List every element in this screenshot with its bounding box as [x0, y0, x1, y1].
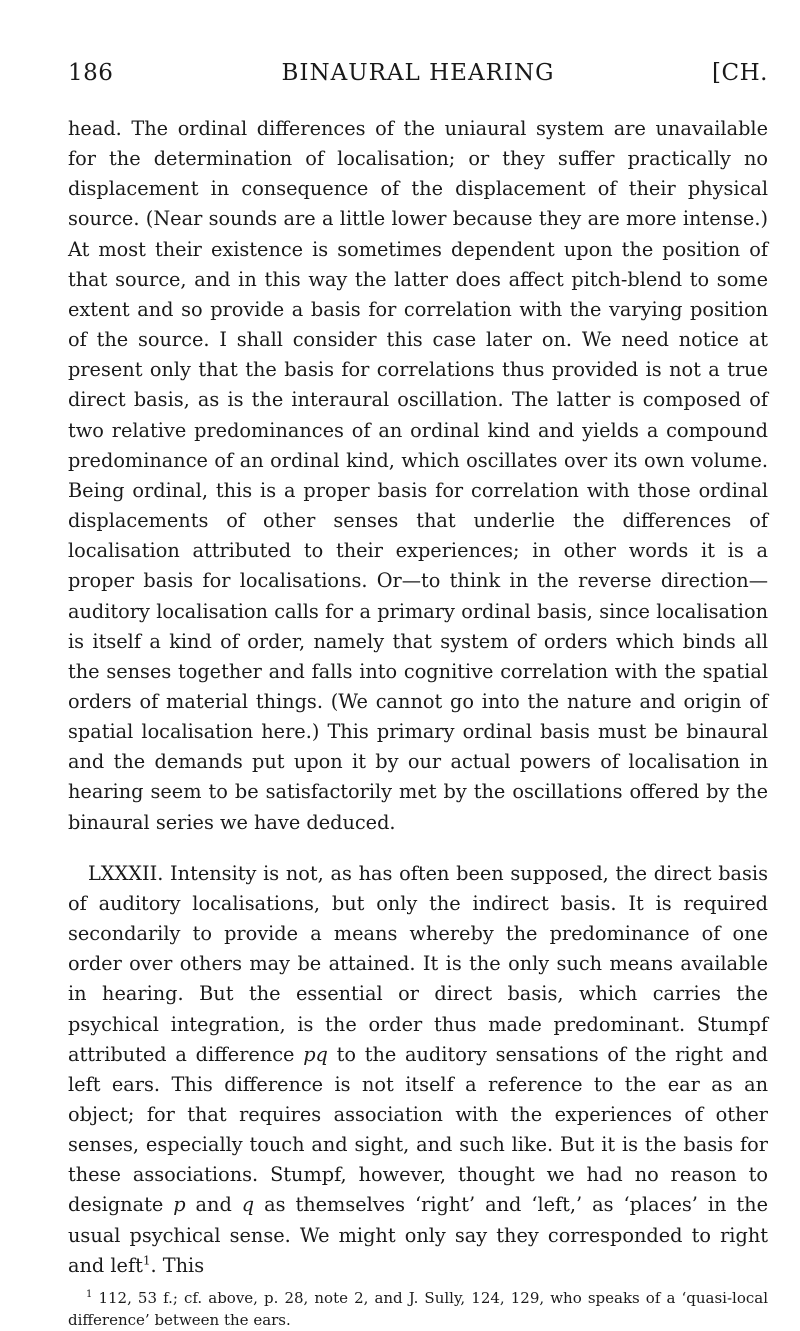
- paragraph-2: [68, 859, 768, 1281]
- paragraph-1: head. The ordinal differences of the uniaural system are unavailable for the determination of localisation; or they suffer practically no displacement in consequence of the displacement of their physical source. (Near sounds are a little lower because they are more intense.) At most their existence is sometimes dependent upon the position of that source, and in this way the latter does affect pitch-blend to some extent and so provide a basis for correlation with the varying position of the source. I shall consider this case later on. We need notice at present only that the basis for correlations thus provided is not a true direct basis, as is the interaural oscillation. The latter is composed of two relative predominances of an ordinal kind and yields a compound predominance of an ordinal kind, which oscillates over its own volume. Being ordinal, this is a proper basis for correlation with those ordinal displacements of other senses that underlie the differences of localisation attributed to their experiences; in other words it is a proper basis for localisations. Or—to think in the reverse direction—auditory localisation calls for a primary ordinal basis, since localisation is itself a kind of order, namely that system of orders which binds all the senses together and falls into cognitive correlation with the spatial orders of material things. (We cannot go into the nature and origin of spatial localisation here.) This primary ordinal basis must be binaural and the demands put upon it by our actual powers of localisation in hearing seem to be satisfactorily met by the oscillations offered by the binaural series we have deduced.: [68, 117, 768, 834]
- symbol-pq: pq: [303, 1042, 328, 1066]
- page-number: 186: [68, 60, 114, 86]
- paragraph-2-text-c: as themselves ‘right’ and ‘left,’ as ‘places’ in the usual psychical sense. We might only say they corresponded to right and left: [68, 1193, 769, 1277]
- footnote-text: 112, 53 f.; cf. above, p. 28, note 2, and J. Sully, 124, 129, who speaks of a ‘quasi-local difference’ between the ears.: [68, 1288, 768, 1329]
- paragraph-2-text-b: to the auditory sensations of the right and left ears. This difference is not itself a reference to the ear as an object; for that requires association with the experiences of other senses, especially touch and sight, and such like. But it is the basis for these associations. Stumpf, however, thought we had no reason to designate: [68, 1042, 768, 1217]
- footnote: [68, 1287, 768, 1331]
- symbol-q: q: [241, 1193, 255, 1217]
- running-header: [68, 60, 768, 104]
- footnote-marker: 1: [86, 1288, 93, 1300]
- paragraph-2-text-d: . This: [150, 1253, 205, 1277]
- chapter-marker: [CH.: [712, 60, 768, 86]
- footnote-reference[interactable]: 1: [142, 1253, 151, 1268]
- paragraph-2-text-a: LXXXII. Intensity is not, as has often been supposed, the direct basis of auditory localisations, but only the indirect basis. It is required secondarily to provide a means whereby the predominance of one order over others may be attained. It is the only such means available in hearing. But the essential or direct basis, which carries the psychical integration, is the order thus made predominant. Stumpf attributed a difference: [68, 861, 768, 1066]
- conjunction-and: and: [185, 1193, 242, 1217]
- running-title: BINAURAL HEARING: [281, 60, 555, 86]
- page: [68, 60, 768, 1331]
- body-text: [68, 114, 768, 1281]
- symbol-p: p: [173, 1193, 186, 1217]
